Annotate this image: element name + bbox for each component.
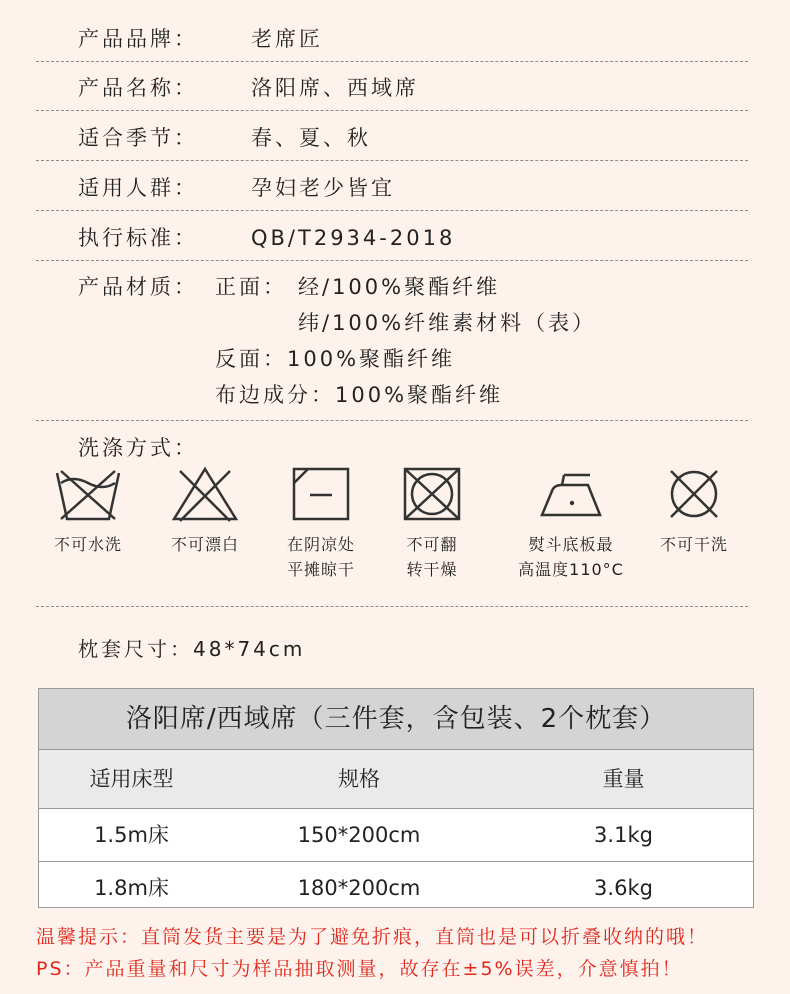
spec-label: 执行标准： (78, 226, 198, 250)
cell-size: 150*200cm (297, 823, 421, 847)
spec-label: 适用人群： (78, 176, 198, 200)
no-dry-clean-icon (659, 465, 729, 523)
table-title: 洛阳席/西域席（三件套，含包装、2个枕套） (39, 689, 753, 750)
spec-value: QB/T2934-2018 (251, 226, 456, 250)
header-size: 规格 (338, 767, 380, 791)
wash-title: 洗涤方式： (78, 436, 198, 460)
spec-row-audience (36, 176, 748, 211)
cell-weight: 3.6kg (594, 876, 653, 900)
cell-weight: 3.1kg (594, 823, 653, 847)
care-caption: 在阴凉处 (286, 535, 355, 554)
dry-flat-shade-icon (286, 465, 356, 523)
material-front-line1: 经/100%聚酯纤维 (298, 275, 501, 299)
care-item (155, 465, 255, 556)
cell-bed-type: 1.5m床 (94, 823, 169, 847)
spec-row-standard (36, 226, 748, 261)
material-label: 产品材质： (78, 275, 198, 299)
material-edge: 布边成分：100%聚酯纤维 (215, 383, 504, 407)
spec-row-brand (36, 27, 748, 62)
notice-tip: 温馨提示：直筒发货主要是为了避免折痕，直筒也是可以折叠收纳的哦！ (36, 926, 709, 948)
pillow-size: 枕套尺寸：48*74cm (78, 637, 306, 661)
divider (36, 606, 748, 607)
table-row (39, 809, 753, 862)
spec-label: 产品名称： (78, 76, 198, 100)
cell-size: 180*200cm (297, 876, 421, 900)
care-caption: 平摊晾干 (286, 560, 355, 579)
care-caption: 不可干洗 (659, 535, 728, 554)
care-item (38, 465, 138, 556)
spec-row-name (36, 76, 748, 111)
material-front-line2: 纬/100%纤维素材料（表） (298, 311, 597, 335)
spec-value: 孕妇老少皆宜 (251, 176, 395, 200)
care-item (644, 465, 744, 556)
care-item (508, 465, 634, 581)
material-back: 反面：100%聚酯纤维 (215, 347, 456, 371)
care-caption: 高温度110°C (518, 560, 624, 579)
care-item (382, 465, 482, 581)
header-bed-type: 适用床型 (89, 767, 174, 791)
care-caption: 不可水洗 (53, 535, 122, 554)
notice-ps: PS：产品重量和尺寸为样品抽取测量，故存在±5%误差，介意慎拍！ (36, 958, 683, 980)
cell-bed-type: 1.8m床 (94, 876, 169, 900)
care-caption: 不可翻 (406, 535, 458, 554)
header-weight: 重量 (602, 767, 645, 791)
spec-table (38, 688, 754, 908)
care-item (271, 465, 371, 581)
spec-value: 春、夏、秋 (251, 126, 371, 150)
material-section (0, 272, 790, 422)
care-caption: 熨斗底板最 (528, 535, 614, 554)
table-row (39, 862, 753, 914)
spec-label: 产品品牌： (78, 27, 198, 51)
no-bleach-icon (170, 465, 240, 523)
no-wash-icon (53, 465, 123, 523)
divider (36, 420, 748, 421)
spec-value: 老席匠 (251, 27, 323, 51)
material-front-label: 正面： (215, 275, 287, 299)
spec-label: 适合季节： (78, 126, 198, 150)
table-header (39, 750, 753, 809)
care-icons (38, 465, 750, 605)
iron-max-110-icon (536, 465, 606, 523)
spec-row-season (36, 126, 748, 161)
care-caption: 不可漂白 (170, 535, 239, 554)
no-tumble-dry-icon (397, 465, 467, 523)
spec-value: 洛阳席、西域席 (251, 76, 419, 100)
care-caption: 转干燥 (406, 560, 458, 579)
